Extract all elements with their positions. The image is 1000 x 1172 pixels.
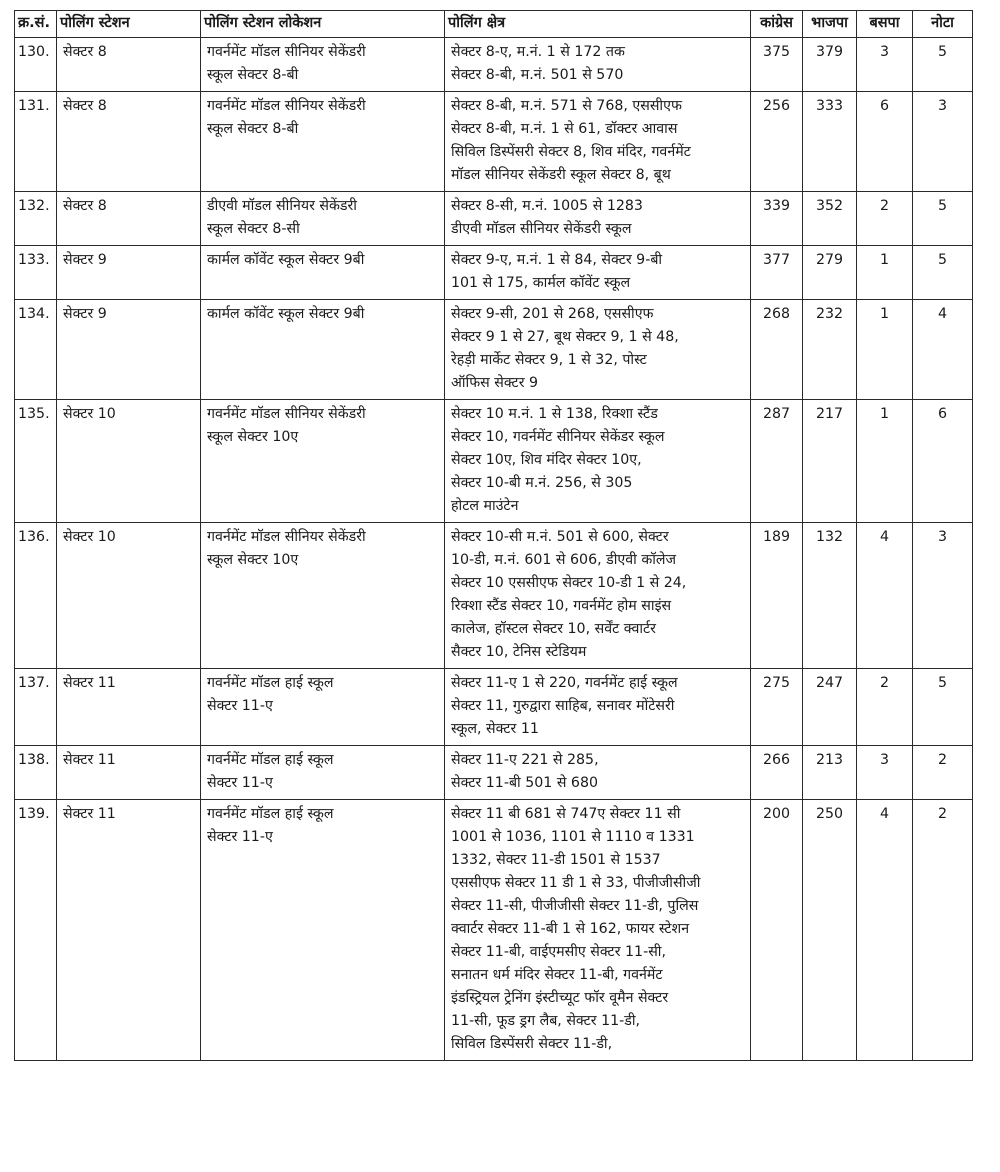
header-location: पोलिंग स्टेशन लोकेशन	[201, 11, 445, 38]
bsp-votes-cell: 4	[857, 523, 913, 669]
area-line: सेक्टर 9 1 से 27, बूथ सेक्टर 9, 1 से 48,	[451, 329, 679, 345]
polling-area-cell	[445, 800, 751, 1061]
serial-number-cell: 136.	[15, 523, 57, 669]
area-line: ऑफिस सेक्टर 9	[451, 375, 539, 391]
polling-area-cell	[445, 92, 751, 192]
location-line: गवर्नमेंट मॉडल हाई स्कूल	[207, 806, 334, 822]
bjp-votes-cell: 250	[803, 800, 857, 1061]
station-location-cell	[201, 523, 445, 669]
serial-number-cell: 139.	[15, 800, 57, 1061]
station-location-cell	[201, 192, 445, 246]
area-line: एससीएफ सेक्टर 11 डी 1 से 33, पीजीजीसीजी	[451, 875, 701, 891]
header-bjp: भाजपा	[803, 11, 857, 38]
congress-votes-cell: 189	[751, 523, 803, 669]
area-line: सिविल डिस्पेंसरी सेक्टर 8, शिव मंदिर, गवर्नमेंट	[451, 144, 691, 160]
polling-area-cell	[445, 669, 751, 746]
header-area: पोलिंग क्षेत्र	[445, 11, 751, 38]
area-line: डीएवी मॉडल सीनियर सेकेंडरी स्कूल	[451, 221, 632, 237]
bsp-votes-cell: 2	[857, 192, 913, 246]
area-line: सेक्टर 8-बी, म.नं. 501 से 570	[451, 67, 624, 83]
area-line: सेक्टर 11-बी, वाईएमसीए सेक्टर 11-सी,	[451, 944, 666, 960]
nota-votes-cell: 2	[913, 746, 973, 800]
location-line: सेक्टर 11-ए	[207, 698, 273, 714]
polling-station-cell: सेक्टर 8	[57, 38, 201, 92]
serial-number-cell: 132.	[15, 192, 57, 246]
area-line: 1001 से 1036, 1101 से 1110 व 1331	[451, 829, 695, 845]
bjp-votes-cell: 379	[803, 38, 857, 92]
header-sr: क्र.सं.	[15, 11, 57, 38]
nota-votes-cell: 3	[913, 523, 973, 669]
area-line: 10-डी, म.नं. 601 से 606, डीएवी कॉलेज	[451, 552, 677, 568]
area-line: मॉडल सीनियर सेकेंडरी स्कूल सेक्टर 8, बूथ	[451, 167, 671, 183]
polling-results-table	[14, 10, 973, 1061]
polling-area-cell	[445, 400, 751, 523]
bsp-votes-cell: 4	[857, 800, 913, 1061]
polling-station-cell: सेक्टर 9	[57, 246, 201, 300]
location-line: स्कूल सेक्टर 8-बी	[207, 121, 299, 137]
bjp-votes-cell: 333	[803, 92, 857, 192]
nota-votes-cell: 5	[913, 192, 973, 246]
nota-votes-cell: 5	[913, 38, 973, 92]
area-line: सेक्टर 10, गवर्नमेंट सीनियर सेकेंडर स्कूल	[451, 429, 665, 445]
location-line: गवर्नमेंट मॉडल सीनियर सेकेंडरी	[207, 529, 366, 545]
polling-area-cell	[445, 523, 751, 669]
area-line: 11-सी, फूड ड्रग लैब, सेक्टर 11-डी,	[451, 1013, 641, 1029]
congress-votes-cell: 275	[751, 669, 803, 746]
station-location-cell	[201, 746, 445, 800]
polling-station-cell: सेक्टर 8	[57, 92, 201, 192]
location-line: कार्मल कॉवेंट स्कूल सेक्टर 9बी	[207, 306, 365, 322]
area-line: क्वार्टर सेक्टर 11-बी 1 से 162, फायर स्टेशन	[451, 921, 690, 937]
area-line: रेहड़ी मार्केट सेक्टर 9, 1 से 32, पोस्ट	[451, 352, 647, 368]
serial-number-cell: 131.	[15, 92, 57, 192]
header-row	[15, 11, 973, 38]
area-line: 101 से 175, कार्मल कॉवेंट स्कूल	[451, 275, 631, 291]
polling-area-cell	[445, 746, 751, 800]
station-location-cell	[201, 92, 445, 192]
serial-number-cell: 135.	[15, 400, 57, 523]
area-line: सेक्टर 8-बी, म.नं. 571 से 768, एससीएफ	[451, 98, 682, 114]
location-line: गवर्नमेंट मॉडल सीनियर सेकेंडरी	[207, 98, 366, 114]
table-header	[15, 11, 973, 38]
nota-votes-cell: 2	[913, 800, 973, 1061]
area-line: सेक्टर 11-ए 221 से 285,	[451, 752, 599, 768]
congress-votes-cell: 256	[751, 92, 803, 192]
congress-votes-cell: 339	[751, 192, 803, 246]
location-line: कार्मल कॉवेंट स्कूल सेक्टर 9बी	[207, 252, 365, 268]
polling-station-cell: सेक्टर 11	[57, 669, 201, 746]
station-location-cell	[201, 400, 445, 523]
bjp-votes-cell: 213	[803, 746, 857, 800]
area-line: 1332, सेक्टर 11-डी 1501 से 1537	[451, 852, 661, 868]
area-line: स्कूल, सेक्टर 11	[451, 721, 539, 737]
location-line: गवर्नमेंट मॉडल हाई स्कूल	[207, 752, 334, 768]
congress-votes-cell: 377	[751, 246, 803, 300]
table-row	[15, 192, 973, 246]
header-bsp: बसपा	[857, 11, 913, 38]
polling-station-cell: सेक्टर 11	[57, 746, 201, 800]
polling-area-cell	[445, 192, 751, 246]
serial-number-cell: 130.	[15, 38, 57, 92]
area-line: कालेज, हॉस्टल सेक्टर 10, सर्वेंट क्वार्टर	[451, 621, 656, 637]
serial-number-cell: 133.	[15, 246, 57, 300]
polling-area-cell	[445, 38, 751, 92]
bjp-votes-cell: 247	[803, 669, 857, 746]
area-line: सैक्टर 10, टेनिस स्टेडियम	[451, 644, 587, 660]
polling-area-cell	[445, 300, 751, 400]
table-row	[15, 523, 973, 669]
area-line: सेक्टर 10 म.नं. 1 से 138, रिक्शा स्टैंड	[451, 406, 658, 422]
area-line: सेक्टर 8-ए, म.नं. 1 से 172 तक	[451, 44, 625, 60]
area-line: सनातन धर्म मंदिर सेक्टर 11-बी, गवर्नमेंट	[451, 967, 663, 983]
bsp-votes-cell: 1	[857, 300, 913, 400]
area-line: सेक्टर 8-सी, म.नं. 1005 से 1283	[451, 198, 643, 214]
area-line: सेक्टर 9-सी, 201 से 268, एससीएफ	[451, 306, 654, 322]
area-line: सेक्टर 11-ए 1 से 220, गवर्नमेंट हाई स्कूल	[451, 675, 678, 691]
area-line: सेक्टर 10 एससीएफ सेक्टर 10-डी 1 से 24,	[451, 575, 687, 591]
area-line: सेक्टर 10-बी म.नं. 256, से 305	[451, 475, 633, 491]
nota-votes-cell: 6	[913, 400, 973, 523]
location-line: गवर्नमेंट मॉडल सीनियर सेकेंडरी	[207, 44, 366, 60]
area-line: रिक्शा स्टैंड सेक्टर 10, गवर्नमेंट होम साइंस	[451, 598, 672, 614]
bsp-votes-cell: 3	[857, 38, 913, 92]
header-congress: कांग्रेस	[751, 11, 803, 38]
header-nota: नोटा	[913, 11, 973, 38]
location-line: स्कूल सेक्टर 8-सी	[207, 221, 300, 237]
polling-station-cell: सेक्टर 11	[57, 800, 201, 1061]
serial-number-cell: 134.	[15, 300, 57, 400]
area-line: सेक्टर 9-ए, म.नं. 1 से 84, सेक्टर 9-बी	[451, 252, 663, 268]
station-location-cell	[201, 38, 445, 92]
congress-votes-cell: 200	[751, 800, 803, 1061]
table-body	[15, 38, 973, 1061]
station-location-cell	[201, 669, 445, 746]
table-row	[15, 669, 973, 746]
area-line: सेक्टर 11 बी 681 से 747ए सेक्टर 11 सी	[451, 806, 681, 822]
location-line: स्कूल सेक्टर 10ए	[207, 429, 299, 445]
area-line: सेक्टर 10ए, शिव मंदिर सेक्टर 10ए,	[451, 452, 642, 468]
nota-votes-cell: 3	[913, 92, 973, 192]
location-line: गवर्नमेंट मॉडल हाई स्कूल	[207, 675, 334, 691]
location-line: गवर्नमेंट मॉडल सीनियर सेकेंडरी	[207, 406, 366, 422]
location-line: सेक्टर 11-ए	[207, 829, 273, 845]
table-row	[15, 800, 973, 1061]
area-line: इंडस्ट्रियल ट्रेनिंग इंस्टीच्यूट फॉर वूमैन सेक्टर	[451, 990, 669, 1006]
bsp-votes-cell: 3	[857, 746, 913, 800]
bsp-votes-cell: 1	[857, 246, 913, 300]
polling-station-cell: सेक्टर 8	[57, 192, 201, 246]
table-row	[15, 300, 973, 400]
area-line: सिविल डिस्पेंसरी सेक्टर 11-डी,	[451, 1036, 613, 1052]
table-row	[15, 38, 973, 92]
table-row	[15, 92, 973, 192]
station-location-cell	[201, 300, 445, 400]
location-line: सेक्टर 11-ए	[207, 775, 273, 791]
bjp-votes-cell: 352	[803, 192, 857, 246]
polling-station-cell: सेक्टर 10	[57, 523, 201, 669]
station-location-cell	[201, 246, 445, 300]
location-line: स्कूल सेक्टर 8-बी	[207, 67, 299, 83]
station-location-cell	[201, 800, 445, 1061]
congress-votes-cell: 268	[751, 300, 803, 400]
area-line: सेक्टर 10-सी म.नं. 501 से 600, सेक्टर	[451, 529, 669, 545]
table-row	[15, 246, 973, 300]
bjp-votes-cell: 279	[803, 246, 857, 300]
location-line: डीएवी मॉडल सीनियर सेकेंडरी	[207, 198, 357, 214]
nota-votes-cell: 5	[913, 246, 973, 300]
bjp-votes-cell: 217	[803, 400, 857, 523]
congress-votes-cell: 266	[751, 746, 803, 800]
bsp-votes-cell: 2	[857, 669, 913, 746]
area-line: होटल माउंटेन	[451, 498, 519, 514]
serial-number-cell: 138.	[15, 746, 57, 800]
bsp-votes-cell: 1	[857, 400, 913, 523]
table-row	[15, 746, 973, 800]
area-line: सेक्टर 8-बी, म.नं. 1 से 61, डॉक्टर आवास	[451, 121, 678, 137]
nota-votes-cell: 5	[913, 669, 973, 746]
congress-votes-cell: 375	[751, 38, 803, 92]
polling-area-cell	[445, 246, 751, 300]
bjp-votes-cell: 232	[803, 300, 857, 400]
bsp-votes-cell: 6	[857, 92, 913, 192]
location-line: स्कूल सेक्टर 10ए	[207, 552, 299, 568]
area-line: सेक्टर 11-सी, पीजीजीसी सेक्टर 11-डी, पुलिस	[451, 898, 699, 914]
area-line: सेक्टर 11-बी 501 से 680	[451, 775, 599, 791]
area-line: सेक्टर 11, गुरुद्वारा साहिब, सनावर मोंटेसरी	[451, 698, 675, 714]
polling-station-cell: सेक्टर 10	[57, 400, 201, 523]
polling-station-cell: सेक्टर 9	[57, 300, 201, 400]
header-station: पोलिंग स्टेशन	[57, 11, 201, 38]
table-row	[15, 400, 973, 523]
serial-number-cell: 137.	[15, 669, 57, 746]
bjp-votes-cell: 132	[803, 523, 857, 669]
congress-votes-cell: 287	[751, 400, 803, 523]
nota-votes-cell: 4	[913, 300, 973, 400]
